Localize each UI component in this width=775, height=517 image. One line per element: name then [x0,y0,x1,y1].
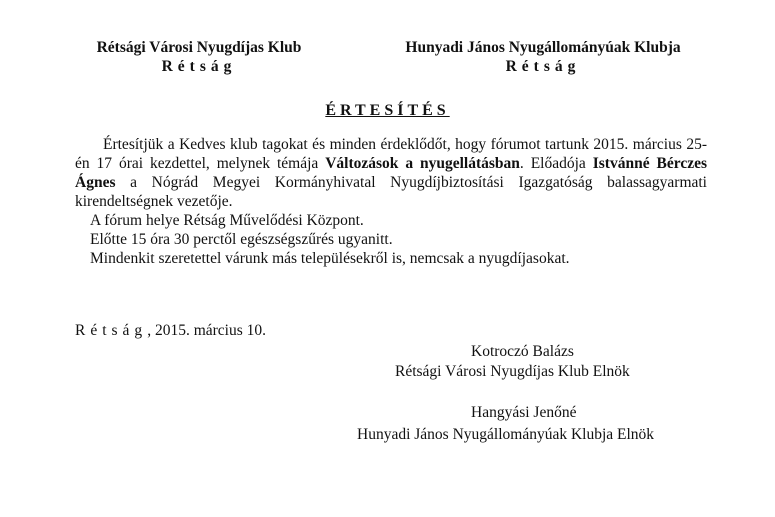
notice-paragraph [75,135,707,211]
place-name: Rétság [75,322,148,339]
health-screening: Előtte 15 óra 30 perctől egészségszűrés ugyanitt. [90,231,393,248]
header-left-city: Rétság [161,58,237,75]
signature-2-title: Hunyadi János Nyugállományúak Klubja Elnök [357,426,655,443]
signature-2-name: Hangyási Jenőné [471,404,577,421]
notice-body [75,135,707,268]
header-left-organization [70,38,328,76]
header-right-name: Hunyadi János Nyugállományúak Klubja [405,39,681,56]
header-right-organization [378,38,708,76]
paragraph-text-a: Értesítjük a Kedves klub tagokat és minden érdeklődőt, hogy fórumot tartunk 2015. március 25-én 17 órai kezdettel, melynek témája [75,136,707,172]
place-and-date [75,321,266,340]
signature-1-name: Kotroczó Balázs [471,343,574,360]
signature-1-title: Rétsági Városi Nyugdíjas Klub Elnök [395,363,630,380]
forum-topic: Változások a nyugellátásban [325,155,520,172]
speaker-name: Istvánné Bérczes Ágnes [75,155,707,191]
paragraph-text-c: a Nógrád Megyei Kormányhivatal Nyugdíjbiztosítási Igazgatóság balassagyarmati kirendeltségnek vezetője. [75,174,707,210]
forum-location: A fórum helye Rétság Művelődési Központ. [90,212,364,229]
date-text: , 2015. március 10. [147,322,267,339]
header-left-name: Rétsági Városi Nyugdíjas Klub [96,39,302,56]
invitation-line: Mindenkit szeretettel várunk más településekről is, nemcsak a nyugdíjasokat. [90,250,570,267]
document-title: ÉRTESÍTÉS [325,102,450,119]
header-right-city: Rétság [505,58,581,75]
paragraph-text-b: . Előadója [519,155,593,172]
